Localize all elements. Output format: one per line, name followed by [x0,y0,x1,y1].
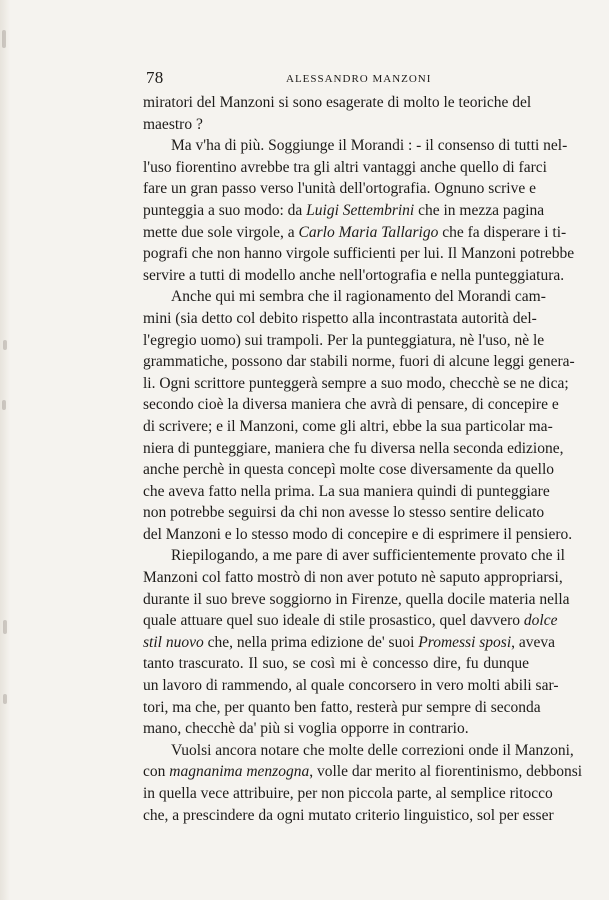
text-line: che aveva fatto nella prima. La sua maniera quindi di punteggiare [143,482,550,500]
line-segment: punteggia a suo modo: da [143,201,307,219]
paragraph-start-line: Anche qui mi sembra che il ragionamento del Morandi cam- [171,288,546,306]
text-line: l'egregio uomo) sui trampoli. Per la punteggiatura, nè l'uso, nè le [143,331,545,349]
text-line: li. Ogni scrittore punteggerà sempre a suo modo, checchè se ne dica; [143,374,569,392]
text-line: servire a tutti di modello anche nell'ortografia e nella punteggiatura. [143,266,565,284]
page-header [146,68,530,90]
text-line [143,610,558,632]
line-segment: mette due sole virgole, a [143,223,299,241]
text-line: che, a prescindere da ogni mutato criterio linguistico, sol per esser [143,806,554,824]
text-line [143,632,556,654]
text-line: grammatiche, possono dar stabili norme, fuori di alcune leggi genera- [143,353,575,371]
line-segment: , aveva [511,633,556,651]
body-text [143,92,583,826]
margin-speck [3,340,7,350]
text-line: mini (sia detto col debito rispetto alla incontrastata autorità del- [143,309,537,327]
italic-phrase: magnanima menzogna [169,763,310,781]
text-line: fare un gran passo verso l'unità dell'ortografia. Ognuno scrive e [143,180,536,198]
italic-name: Luigi Settembrini [306,201,415,219]
line-segment: con [143,763,170,781]
text-line: non potrebbe seguirsi da chi non avesse lo stesso sentire delicato [143,504,545,522]
page-gutter-shadow [0,0,10,900]
line-segment: , volle dar merito al fiorentinismo, debbonsi [309,763,583,781]
margin-speck [3,620,7,634]
text-line: durante il suo breve soggiorno in Firenze, quella docile materia nella [143,590,570,608]
line-segment: che fa disperare i ti- [438,223,567,241]
text-line: maestro ? [143,115,203,133]
italic-phrase: stil nuovo [143,633,204,651]
text-line: tori, ma che, per quanto ben fatto, resterà pur sempre di seconda [143,698,541,716]
text-line [143,222,567,244]
text-line: di scrivere; e il Manzoni, come gli altri, ebbe la sua particolar ma- [143,417,553,435]
paragraph-start-line: Vuolsi ancora notare che molte delle correzioni onde il Manzoni, [171,741,574,759]
italic-title: Promessi sposi [418,633,512,651]
line-segment: quale attuare quel suo ideale di stile prosastico, quel davvero [143,612,524,630]
text-line: Manzoni col fatto mostrò di non aver potuto nè saputo appropriarsi, [143,569,563,587]
running-head: ALESSANDRO MANZONI [286,73,432,85]
text-line: mano, checchè da' più si voglia opporre in contrario. [143,720,469,738]
text-line: secondo cioè la diversa maniera che avrà di pensare, di concepire e [143,396,559,414]
italic-name: Carlo Maria Tallarigo [298,223,439,241]
paragraph-start-line: Ma v'ha di più. Soggiunge il Morandi : - il consenso di tutti nel- [171,137,568,155]
text-line: tanto trascurato. Il suo, se così mi è concesso dire, fu dunque [143,655,529,673]
text-line [143,761,583,783]
text-line: del Manzoni e lo stesso modo di concepire e di esprimere il pensiero. [143,525,573,543]
line-segment: che, nella prima edizione de' suoi [203,633,419,651]
line-segment: che in mezza pagina [414,201,545,219]
italic-phrase: dolce [523,612,558,630]
paragraph-start-line: Riepilogando, a me pare di aver sufficientemente provato che il [171,547,565,565]
text-line: un lavoro di rammendo, al quale concorsero in vero molti abili sar- [143,677,559,695]
text-line: anche perchè in questa concepì molte cose diversamente da quello [143,461,555,479]
text-line: miratori del Manzoni si sono esagerate di molto le teoriche del [143,94,532,111]
margin-speck [2,400,6,410]
text-line: l'uso fiorentino avrebbe tra gli altri vantaggi anche quello di farci [143,158,547,176]
text-line: niera di punteggiare, maniera che fu diversa nella seconda edizione, [143,439,564,457]
page-number: 78 [146,68,164,87]
text-line: pografi che non hanno virgole sufficienti per lui. Il Manzoni potrebbe [143,245,575,263]
margin-speck [3,694,7,704]
margin-speck [2,30,6,48]
text-line: in quella vece attribuire, per non piccola parte, al semplice ritocco [143,785,553,802]
text-line [143,200,545,222]
